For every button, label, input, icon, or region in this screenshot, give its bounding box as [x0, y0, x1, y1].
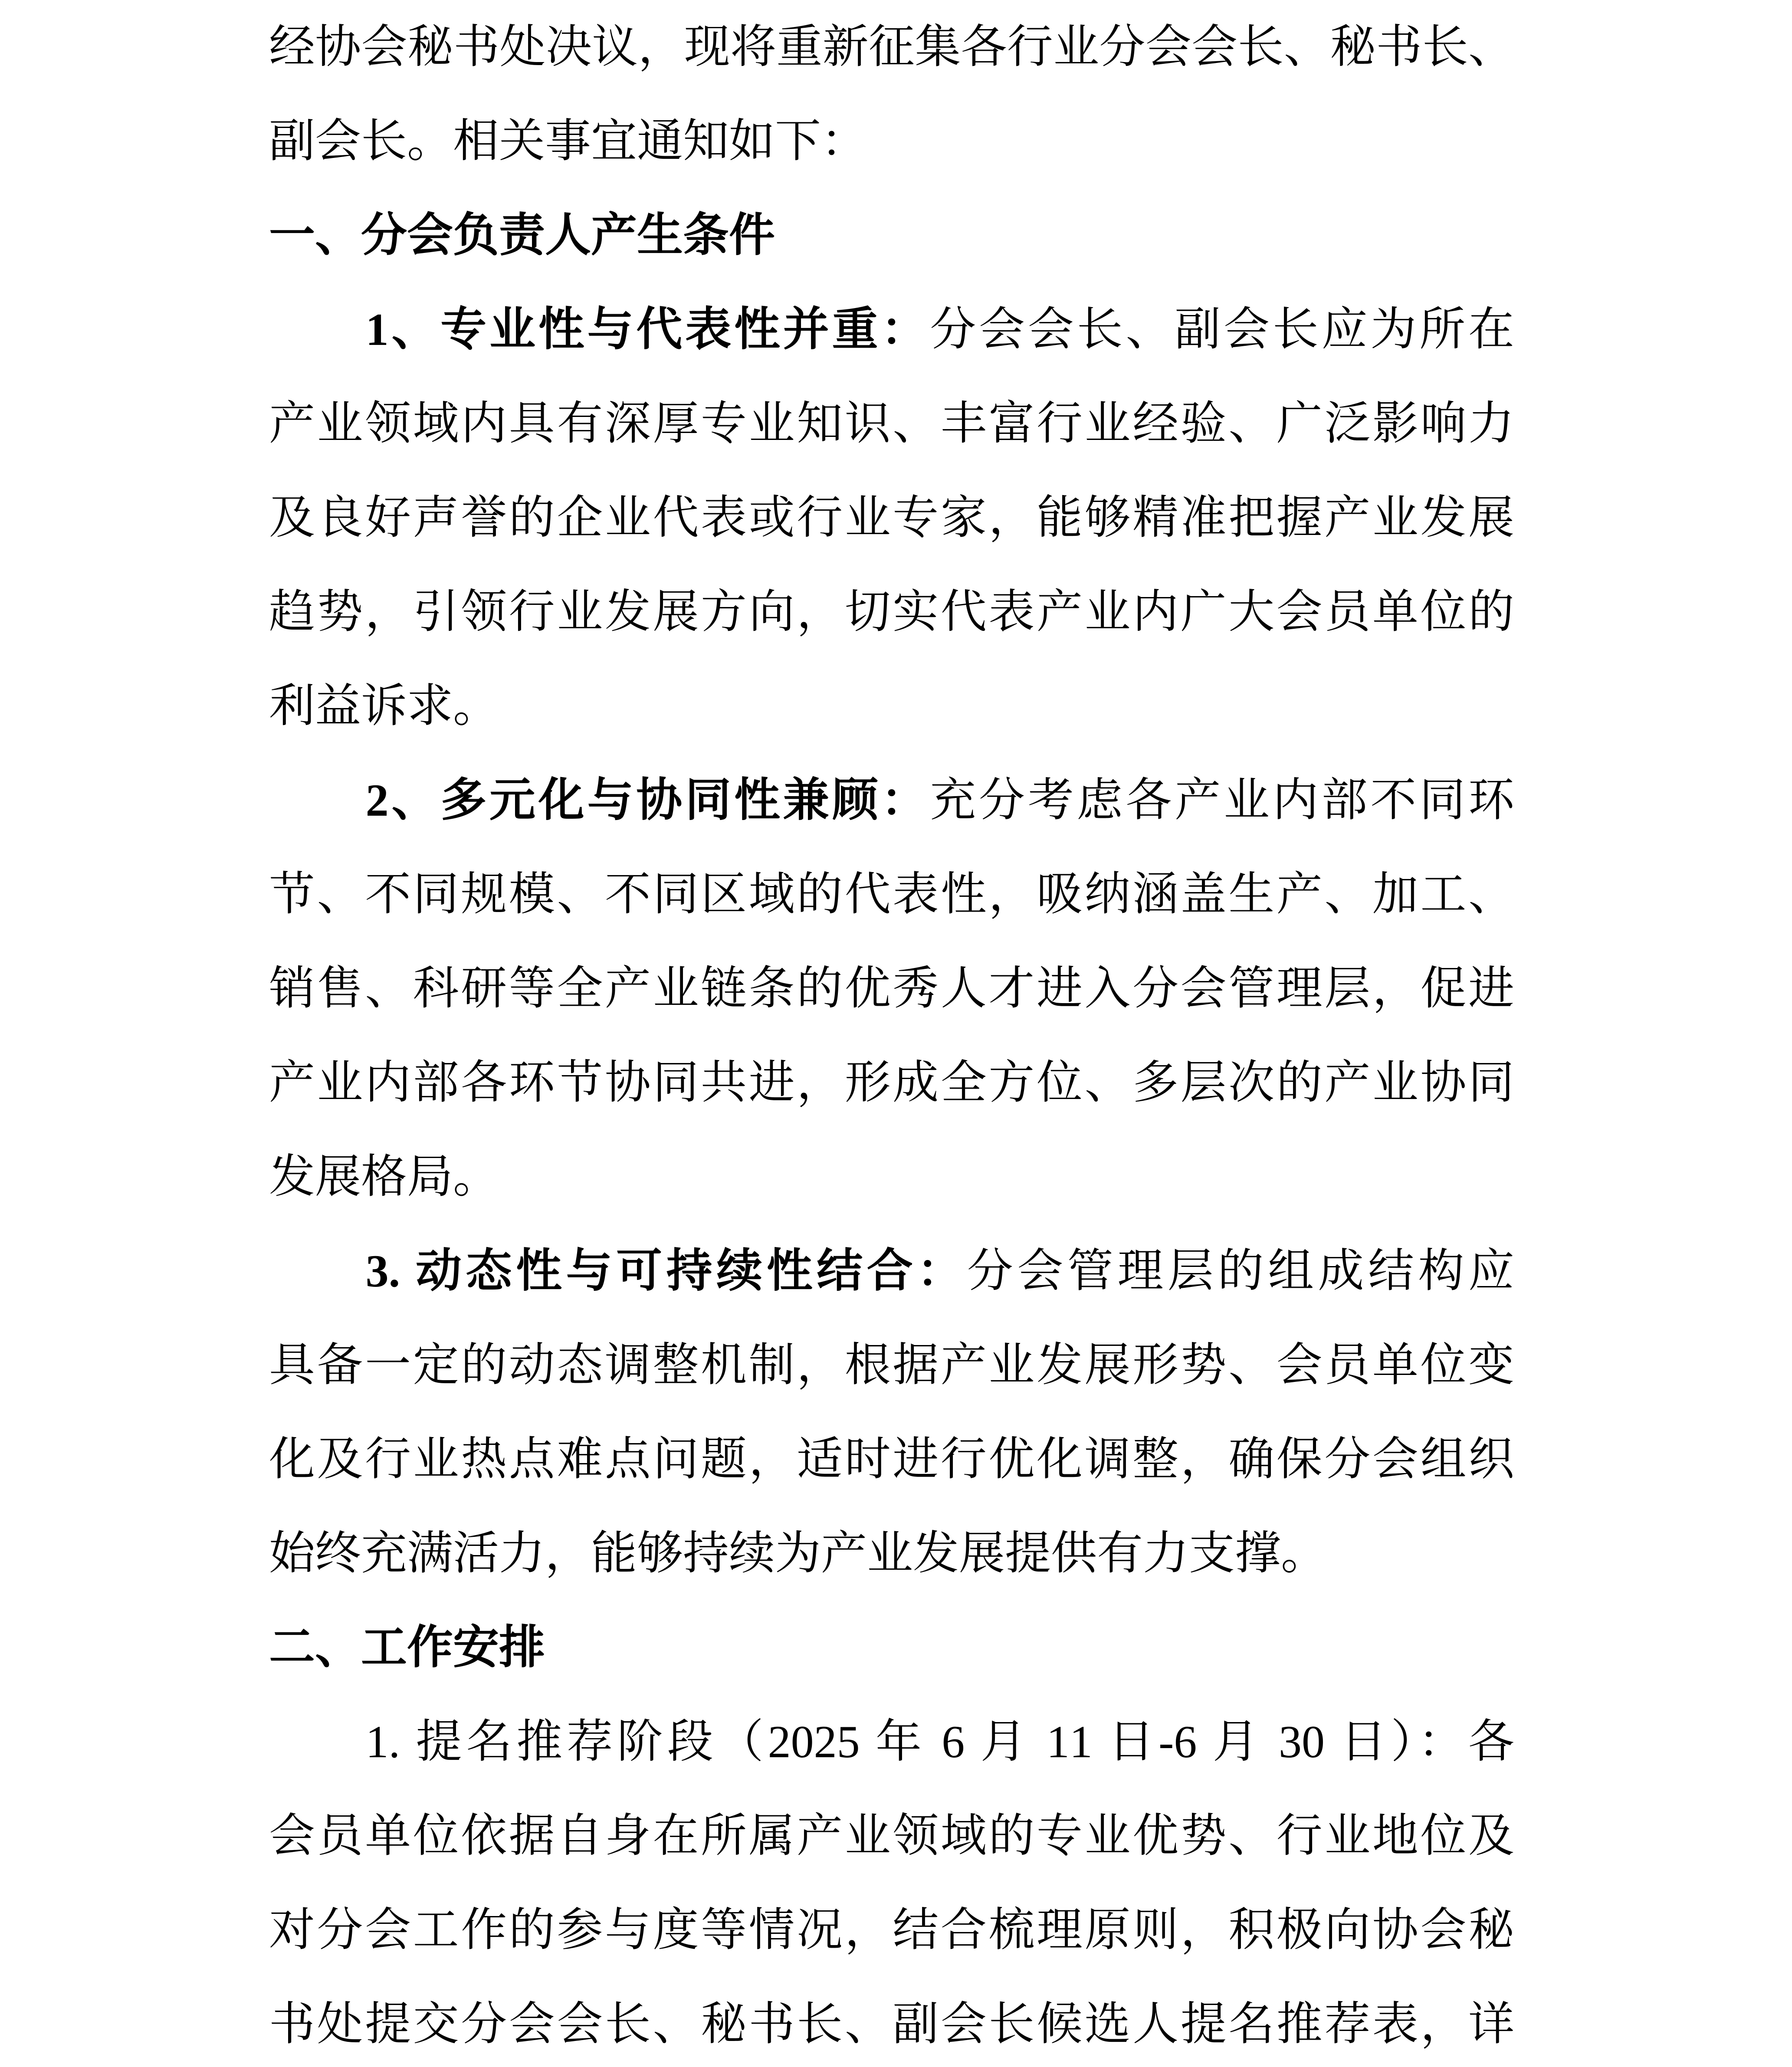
text-line-0 — [269, 0, 1514, 94]
text-line-15 — [269, 1412, 1514, 1506]
text-line-4 — [269, 377, 1514, 471]
body-text: 产业领域内具有深厚专业知识、丰富行业经验、广泛影响力 — [269, 398, 1514, 449]
body-text: 对分会工作的参与度等情况，结合梳理原则，积极向协会秘 — [269, 1905, 1514, 1955]
body-text: 趋势，引领行业发展方向，切实代表产业内广大会员单位的 — [269, 587, 1514, 637]
text-line-18 — [269, 1695, 1514, 1789]
body-text: 利益诉求。 — [269, 681, 499, 732]
text-line-1 — [269, 94, 1514, 188]
text-line-10 — [269, 942, 1514, 1036]
body-text: 销售、科研等全产业链条的优秀人才进入分会管理层，促进 — [269, 963, 1514, 1014]
text-line-19 — [269, 1789, 1514, 1883]
body-text: 及良好声誉的企业代表或行业专家，能够精准把握产业发展 — [269, 492, 1514, 543]
body-text: 会员单位依据自身在所属产业领域的专业优势、行业地位及 — [269, 1811, 1514, 1861]
text-line-7 — [269, 659, 1514, 753]
text-line-8 — [269, 753, 1514, 847]
text-line-16 — [269, 1506, 1514, 1601]
body-text: 书处提交分会会长、秘书长、副会长候选人提名推荐表，详 — [269, 1999, 1514, 2050]
body-text: 经协会秘书处决议，现将重新征集各行业分会会长、秘书长、 — [269, 22, 1514, 72]
text-line-2 — [269, 188, 1514, 282]
text-line-9 — [269, 847, 1514, 942]
body-text: 始终充满活力，能够持续为产业发展提供有力支撑。 — [269, 1528, 1327, 1579]
text-line-13 — [269, 1224, 1514, 1318]
bold-label: 1、专业性与代表性并重： — [365, 304, 930, 355]
body-text: 分会会长、副会长应为所在 — [930, 304, 1515, 355]
bold-label: 3. 动态性与可持续性结合： — [365, 1246, 967, 1296]
text-line-17 — [269, 1601, 1514, 1695]
bold-label: 2、多元化与协同性兼顾： — [365, 775, 930, 826]
body-text: 发展格局。 — [269, 1152, 499, 1202]
text-line-5 — [269, 471, 1514, 565]
text-line-12 — [269, 1130, 1514, 1224]
text-block — [269, 0, 1514, 2067]
text-line-6 — [269, 565, 1514, 659]
bold-label: 一、分会负责人产生条件 — [269, 210, 775, 261]
body-text: 充分考虑各产业内部不同环 — [930, 775, 1515, 826]
body-text: 产业内部各环节协同共进，形成全方位、多层次的产业协同 — [269, 1057, 1514, 1108]
body-text: 1. 提名推荐阶段（2025 年 6 月 11 日-6 月 30 日）：各 — [365, 1716, 1514, 1767]
body-text: 副会长。相关事宜通知如下： — [269, 116, 867, 167]
text-line-20 — [269, 1883, 1514, 1977]
body-text: 化及行业热点难点问题，适时进行优化调整，确保分会组织 — [269, 1434, 1514, 1485]
body-text: 具备一定的动态调整机制，根据产业发展形势、会员单位变 — [269, 1340, 1514, 1391]
text-line-14 — [269, 1318, 1514, 1412]
text-line-11 — [269, 1036, 1514, 1130]
text-line-3 — [269, 282, 1514, 377]
body-text: 分会管理层的组成结构应 — [967, 1246, 1515, 1296]
body-text: 节、不同规模、不同区域的代表性，吸纳涵盖生产、加工、 — [269, 869, 1514, 920]
text-line-21 — [269, 1977, 1514, 2067]
bold-label: 二、工作安排 — [269, 1622, 545, 1673]
